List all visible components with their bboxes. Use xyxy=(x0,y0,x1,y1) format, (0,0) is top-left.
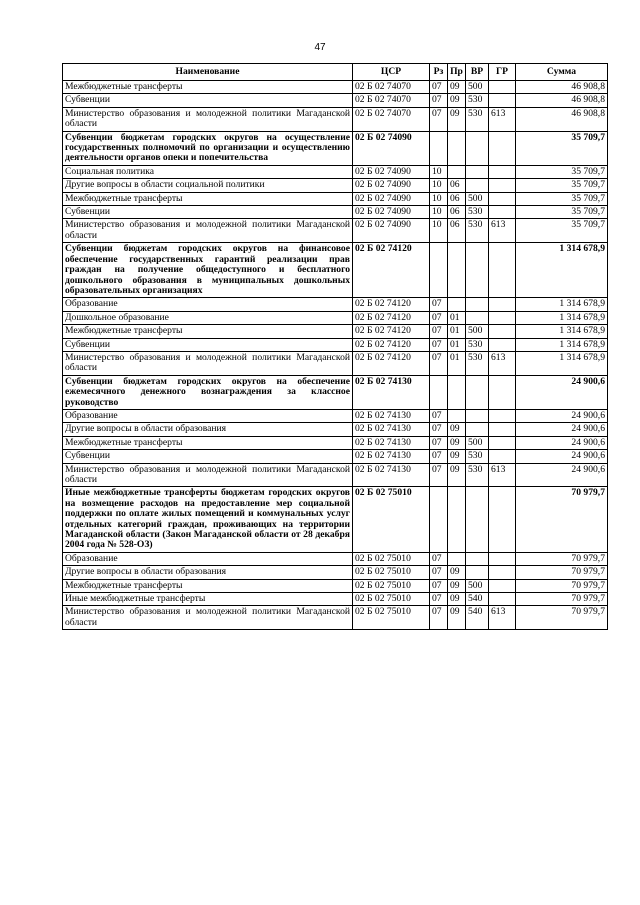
cell-gr xyxy=(489,552,516,565)
cell-vr xyxy=(466,298,489,311)
cell-csr: 02 Б 02 75010 xyxy=(353,606,430,630)
table-row xyxy=(63,375,608,409)
cell-sum: 70 979,7 xyxy=(516,552,608,565)
table-row xyxy=(63,165,608,178)
cell-vr xyxy=(466,487,489,552)
cell-pr: 09 xyxy=(448,593,466,606)
cell-gr xyxy=(489,243,516,298)
cell-pr: 01 xyxy=(448,338,466,351)
table-row xyxy=(63,487,608,552)
table-row xyxy=(63,351,608,375)
cell-pr: 06 xyxy=(448,206,466,219)
cell-csr: 02 Б 02 74130 xyxy=(353,450,430,463)
cell-csr: 02 Б 02 74090 xyxy=(353,219,430,243)
cell-pr xyxy=(448,375,466,409)
cell-sum: 24 900,6 xyxy=(516,463,608,487)
cell-sum: 1 314 678,9 xyxy=(516,311,608,324)
cell-name: Дошкольное образование xyxy=(63,311,353,324)
cell-rz: 07 xyxy=(430,81,448,94)
cell-rz xyxy=(430,131,448,165)
cell-name: Субвенции xyxy=(63,94,353,107)
header-rz: Рз xyxy=(430,64,448,81)
cell-csr: 02 Б 02 74130 xyxy=(353,423,430,436)
cell-gr xyxy=(489,375,516,409)
cell-name: Министерство образования и молодежной политики Магаданской области xyxy=(63,107,353,131)
cell-sum: 24 900,6 xyxy=(516,436,608,449)
cell-sum: 70 979,7 xyxy=(516,606,608,630)
cell-vr xyxy=(466,179,489,192)
cell-csr: 02 Б 02 74070 xyxy=(353,107,430,131)
cell-sum: 24 900,6 xyxy=(516,423,608,436)
cell-rz: 10 xyxy=(430,219,448,243)
cell-sum: 46 908,8 xyxy=(516,81,608,94)
table-row xyxy=(63,423,608,436)
cell-csr: 02 Б 02 74120 xyxy=(353,338,430,351)
cell-pr: 09 xyxy=(448,579,466,592)
cell-csr: 02 Б 02 74130 xyxy=(353,463,430,487)
cell-rz: 07 xyxy=(430,606,448,630)
cell-sum: 70 979,7 xyxy=(516,566,608,579)
table-row xyxy=(63,219,608,243)
cell-vr: 540 xyxy=(466,593,489,606)
cell-name: Другие вопросы в области образования xyxy=(63,423,353,436)
cell-csr: 02 Б 02 74070 xyxy=(353,81,430,94)
cell-rz: 10 xyxy=(430,206,448,219)
cell-rz: 10 xyxy=(430,165,448,178)
cell-vr xyxy=(466,566,489,579)
cell-gr: 613 xyxy=(489,107,516,131)
cell-gr xyxy=(489,450,516,463)
cell-vr: 530 xyxy=(466,107,489,131)
cell-rz: 07 xyxy=(430,593,448,606)
header-gr: ГР xyxy=(489,64,516,81)
cell-csr: 02 Б 02 74120 xyxy=(353,243,430,298)
cell-rz xyxy=(430,243,448,298)
cell-rz: 07 xyxy=(430,338,448,351)
table-row xyxy=(63,566,608,579)
cell-gr xyxy=(489,423,516,436)
cell-gr xyxy=(489,81,516,94)
cell-name: Межбюджетные трансферты xyxy=(63,436,353,449)
cell-pr: 01 xyxy=(448,325,466,338)
table-row xyxy=(63,243,608,298)
cell-pr: 01 xyxy=(448,311,466,324)
cell-vr: 530 xyxy=(466,206,489,219)
table-row xyxy=(63,436,608,449)
cell-pr: 09 xyxy=(448,81,466,94)
table-row xyxy=(63,338,608,351)
table-row xyxy=(63,107,608,131)
cell-pr xyxy=(448,243,466,298)
table-row xyxy=(63,450,608,463)
table-header xyxy=(63,64,608,81)
cell-csr: 02 Б 02 74130 xyxy=(353,375,430,409)
cell-rz: 07 xyxy=(430,436,448,449)
cell-pr xyxy=(448,409,466,422)
cell-gr xyxy=(489,206,516,219)
cell-sum: 24 900,6 xyxy=(516,375,608,409)
cell-rz: 07 xyxy=(430,552,448,565)
cell-pr: 09 xyxy=(448,606,466,630)
cell-sum: 24 900,6 xyxy=(516,450,608,463)
cell-pr xyxy=(448,487,466,552)
header-row xyxy=(63,64,608,81)
cell-name: Министерство образования и молодежной политики Магаданской области xyxy=(63,219,353,243)
cell-gr xyxy=(489,179,516,192)
cell-rz: 07 xyxy=(430,298,448,311)
header-name: Наименование xyxy=(63,64,353,81)
cell-pr xyxy=(448,552,466,565)
cell-gr: 613 xyxy=(489,351,516,375)
cell-csr: 02 Б 02 74090 xyxy=(353,192,430,205)
cell-rz: 07 xyxy=(430,566,448,579)
cell-rz: 07 xyxy=(430,311,448,324)
cell-rz: 07 xyxy=(430,107,448,131)
cell-pr: 06 xyxy=(448,179,466,192)
cell-sum: 35 709,7 xyxy=(516,206,608,219)
table-row xyxy=(63,463,608,487)
cell-pr: 06 xyxy=(448,219,466,243)
table-row xyxy=(63,131,608,165)
cell-vr: 500 xyxy=(466,81,489,94)
cell-sum: 35 709,7 xyxy=(516,219,608,243)
cell-pr xyxy=(448,131,466,165)
cell-rz: 07 xyxy=(430,94,448,107)
cell-name: Межбюджетные трансферты xyxy=(63,579,353,592)
header-sum: Сумма xyxy=(516,64,608,81)
cell-sum: 35 709,7 xyxy=(516,179,608,192)
cell-name: Субвенции xyxy=(63,450,353,463)
cell-csr: 02 Б 02 75010 xyxy=(353,566,430,579)
cell-rz: 07 xyxy=(430,351,448,375)
cell-csr: 02 Б 02 75010 xyxy=(353,579,430,592)
cell-pr: 09 xyxy=(448,463,466,487)
table-row xyxy=(63,81,608,94)
cell-sum: 46 908,8 xyxy=(516,94,608,107)
cell-rz: 07 xyxy=(430,409,448,422)
cell-csr: 02 Б 02 74130 xyxy=(353,409,430,422)
cell-name: Министерство образования и молодежной политики Магаданской области xyxy=(63,351,353,375)
table-row xyxy=(63,593,608,606)
cell-vr: 530 xyxy=(466,463,489,487)
cell-vr: 530 xyxy=(466,94,489,107)
cell-name: Иные межбюджетные трансферты бюджетам городских округов на возмещение расходов на предоставление мер социальной поддержки по оплате жилых помещений и коммунальных услуг отдельных категорий граждан, проживающих на территории Магаданской области (Закон Магаданской области от 28 декабря 2004 года № 528-ОЗ) xyxy=(63,487,353,552)
cell-name: Образование xyxy=(63,552,353,565)
cell-name: Субвенции xyxy=(63,206,353,219)
cell-vr xyxy=(466,165,489,178)
cell-vr xyxy=(466,409,489,422)
cell-vr xyxy=(466,131,489,165)
cell-pr: 09 xyxy=(448,566,466,579)
table-row xyxy=(63,206,608,219)
cell-vr: 540 xyxy=(466,606,489,630)
page-number: 47 xyxy=(314,42,326,53)
cell-vr: 500 xyxy=(466,436,489,449)
cell-csr: 02 Б 02 74070 xyxy=(353,94,430,107)
cell-csr: 02 Б 02 74120 xyxy=(353,325,430,338)
cell-pr: 09 xyxy=(448,107,466,131)
cell-rz: 07 xyxy=(430,463,448,487)
cell-pr: 09 xyxy=(448,450,466,463)
cell-vr: 530 xyxy=(466,450,489,463)
header-vr: ВР xyxy=(466,64,489,81)
cell-gr xyxy=(489,325,516,338)
cell-gr xyxy=(489,192,516,205)
cell-name: Межбюджетные трансферты xyxy=(63,81,353,94)
cell-sum: 70 979,7 xyxy=(516,593,608,606)
cell-sum: 70 979,7 xyxy=(516,487,608,552)
cell-sum: 70 979,7 xyxy=(516,579,608,592)
cell-name: Образование xyxy=(63,409,353,422)
table-row xyxy=(63,94,608,107)
table-row xyxy=(63,606,608,630)
cell-sum: 35 709,7 xyxy=(516,131,608,165)
header-pr: Пр xyxy=(448,64,466,81)
table-row xyxy=(63,579,608,592)
cell-vr: 530 xyxy=(466,338,489,351)
cell-gr xyxy=(489,593,516,606)
table-row xyxy=(63,325,608,338)
cell-vr xyxy=(466,311,489,324)
cell-gr xyxy=(489,566,516,579)
cell-gr xyxy=(489,436,516,449)
cell-rz: 07 xyxy=(430,579,448,592)
cell-gr xyxy=(489,579,516,592)
cell-sum: 35 709,7 xyxy=(516,192,608,205)
cell-csr: 02 Б 02 74090 xyxy=(353,179,430,192)
cell-csr: 02 Б 02 74120 xyxy=(353,298,430,311)
cell-name: Министерство образования и молодежной политики Магаданской области xyxy=(63,606,353,630)
cell-sum: 46 908,8 xyxy=(516,107,608,131)
cell-csr: 02 Б 02 74130 xyxy=(353,436,430,449)
cell-vr: 530 xyxy=(466,219,489,243)
cell-sum: 1 314 678,9 xyxy=(516,325,608,338)
cell-gr: 613 xyxy=(489,463,516,487)
cell-pr: 09 xyxy=(448,423,466,436)
cell-gr: 613 xyxy=(489,606,516,630)
header-csr: ЦСР xyxy=(353,64,430,81)
cell-rz: 07 xyxy=(430,325,448,338)
table-row xyxy=(63,409,608,422)
cell-vr xyxy=(466,243,489,298)
cell-vr: 500 xyxy=(466,325,489,338)
cell-name: Субвенции бюджетам городских округов на финансовое обеспечение государственных гарантий реализации прав граждан на получение общедоступного и бесплатного дошкольного образования в муниципальных дошкольных образовательных организациях xyxy=(63,243,353,298)
budget-table xyxy=(62,63,608,630)
cell-sum: 1 314 678,9 xyxy=(516,338,608,351)
cell-sum: 1 314 678,9 xyxy=(516,298,608,311)
cell-rz: 07 xyxy=(430,450,448,463)
cell-csr: 02 Б 02 75010 xyxy=(353,487,430,552)
cell-gr: 613 xyxy=(489,219,516,243)
cell-gr xyxy=(489,338,516,351)
cell-pr: 09 xyxy=(448,436,466,449)
cell-pr: 01 xyxy=(448,351,466,375)
cell-gr xyxy=(489,487,516,552)
cell-pr: 06 xyxy=(448,192,466,205)
cell-name: Другие вопросы в области образования xyxy=(63,566,353,579)
cell-csr: 02 Б 02 74120 xyxy=(353,311,430,324)
table-row xyxy=(63,192,608,205)
cell-gr xyxy=(489,409,516,422)
table-row xyxy=(63,179,608,192)
cell-vr xyxy=(466,423,489,436)
cell-vr xyxy=(466,552,489,565)
cell-csr: 02 Б 02 74090 xyxy=(353,206,430,219)
cell-csr: 02 Б 02 74090 xyxy=(353,165,430,178)
cell-vr xyxy=(466,375,489,409)
cell-name: Субвенции xyxy=(63,338,353,351)
table-row xyxy=(63,298,608,311)
cell-name: Межбюджетные трансферты xyxy=(63,325,353,338)
cell-csr: 02 Б 02 74090 xyxy=(353,131,430,165)
cell-name: Иные межбюджетные трансферты xyxy=(63,593,353,606)
cell-name: Образование xyxy=(63,298,353,311)
cell-csr: 02 Б 02 75010 xyxy=(353,593,430,606)
cell-rz xyxy=(430,487,448,552)
cell-gr xyxy=(489,131,516,165)
cell-csr: 02 Б 02 75010 xyxy=(353,552,430,565)
cell-name: Социальная политика xyxy=(63,165,353,178)
table-row xyxy=(63,552,608,565)
cell-name: Субвенции бюджетам городских округов на осуществление государственных полномочий по организации и осуществлению деятельности органов опеки и попечительства xyxy=(63,131,353,165)
cell-vr: 500 xyxy=(466,192,489,205)
table-row xyxy=(63,311,608,324)
cell-vr: 500 xyxy=(466,579,489,592)
cell-pr: 09 xyxy=(448,94,466,107)
table-body xyxy=(63,81,608,630)
cell-sum: 1 314 678,9 xyxy=(516,243,608,298)
cell-gr xyxy=(489,94,516,107)
cell-vr: 530 xyxy=(466,351,489,375)
cell-rz: 07 xyxy=(430,423,448,436)
cell-sum: 24 900,6 xyxy=(516,409,608,422)
cell-name: Другие вопросы в области социальной политики xyxy=(63,179,353,192)
cell-rz: 10 xyxy=(430,179,448,192)
cell-gr xyxy=(489,165,516,178)
cell-sum: 35 709,7 xyxy=(516,165,608,178)
cell-pr xyxy=(448,298,466,311)
cell-csr: 02 Б 02 74120 xyxy=(353,351,430,375)
cell-sum: 1 314 678,9 xyxy=(516,351,608,375)
cell-rz xyxy=(430,375,448,409)
cell-name: Субвенции бюджетам городских округов на обеспечение ежемесячного денежного вознаграждения за классное руководство xyxy=(63,375,353,409)
cell-rz: 10 xyxy=(430,192,448,205)
cell-name: Межбюджетные трансферты xyxy=(63,192,353,205)
cell-name: Министерство образования и молодежной политики Магаданской области xyxy=(63,463,353,487)
cell-pr xyxy=(448,165,466,178)
cell-gr xyxy=(489,311,516,324)
cell-gr xyxy=(489,298,516,311)
